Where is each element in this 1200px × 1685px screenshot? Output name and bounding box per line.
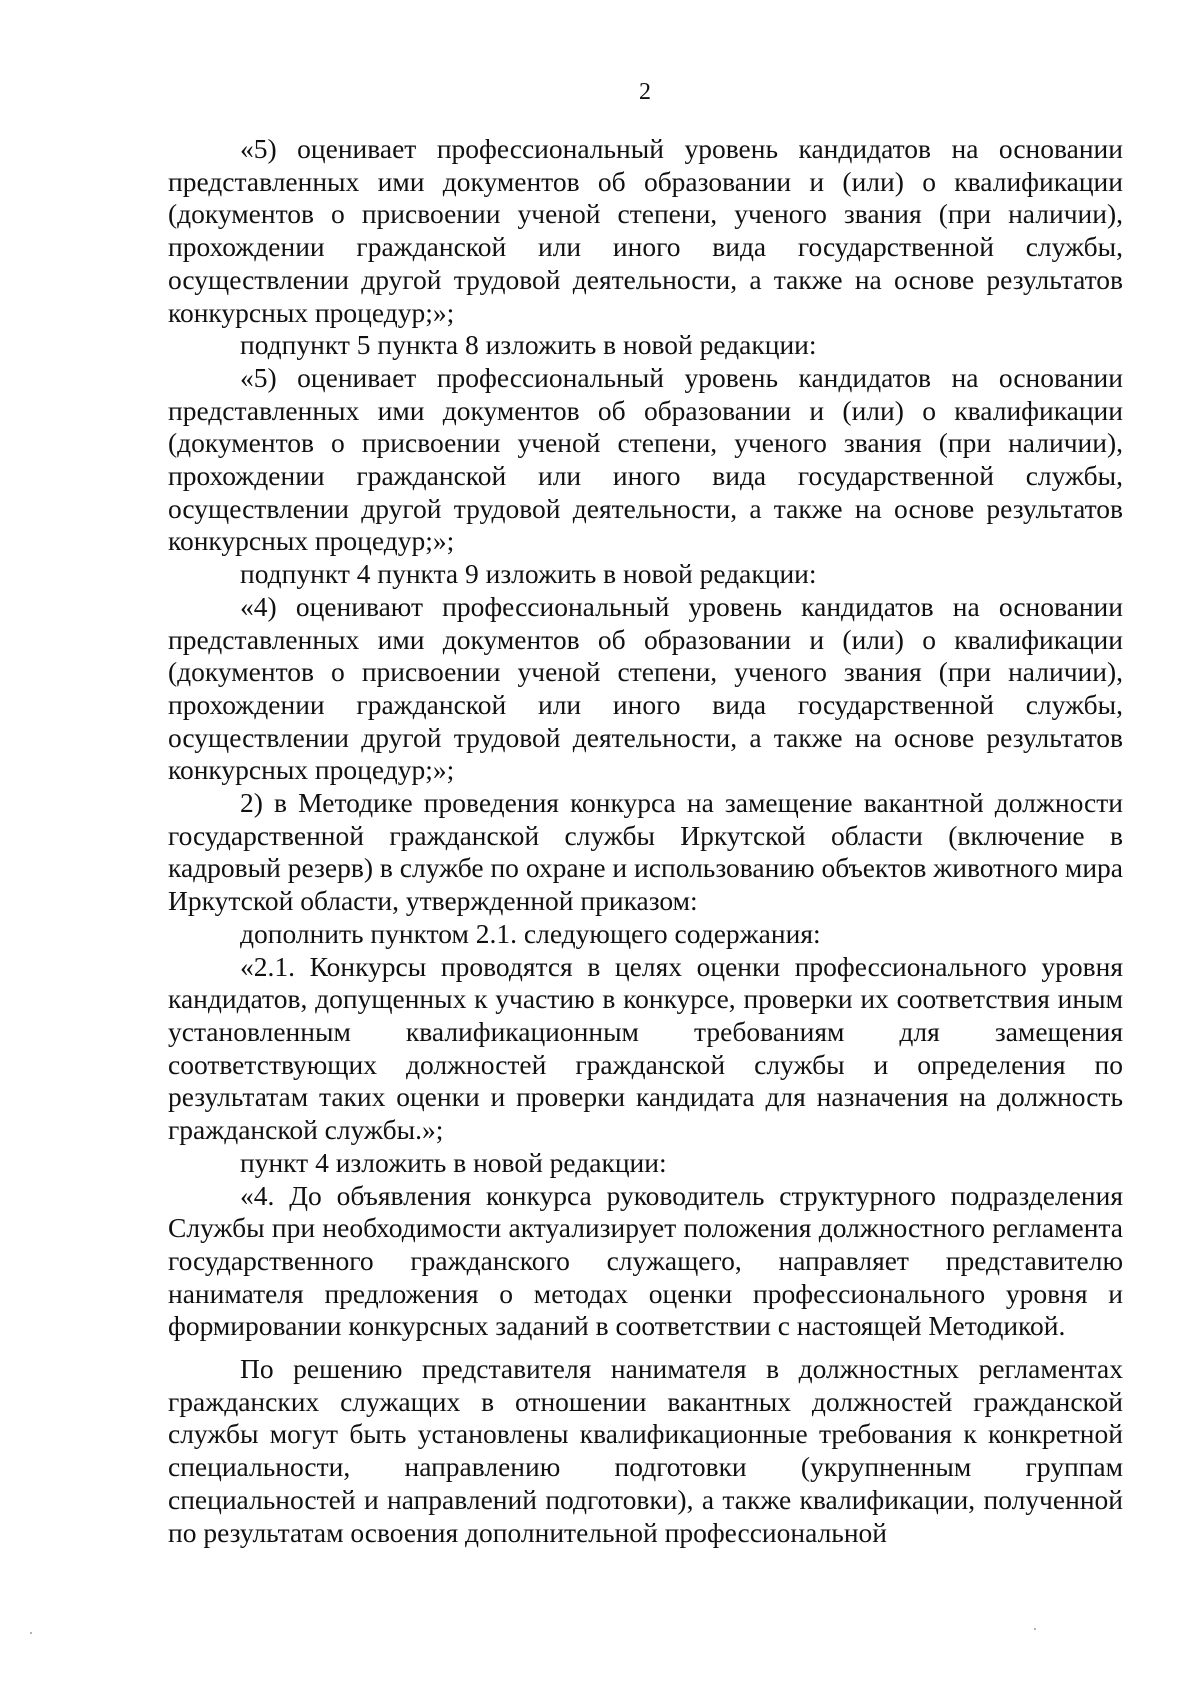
page-number: 2	[639, 79, 651, 105]
paragraph-quote-subitem-5-first: «5) оценивает профессиональный уровень кандидатов на основании представленных ими документов об образовании и (или) о квалификации (документов о присвоении ученой степени, ученого звания (при наличии), прохождении гражданской или иного вида государственной службы, осуществлении другой трудовой деятельности, а также на основе результатов конкурсных процедур;»;	[168, 133, 1123, 328]
paragraph-amend-subitem-5-item-8: подпункт 5 пункта 8 изложить в новой редакции:	[240, 329, 817, 361]
paragraph-representative-decision: По решению представителя нанимателя в должностных регламентах гражданских служащих в отношении вакантных должностей гражданской службы могут быть установлены квалификационные требования к конкретной специальности, направлению подготовки (укрупненным группам специальностей и направлений подготовки), а также квалификации, полученной по результатам освоения дополнительной профессиональной	[168, 1353, 1123, 1548]
paragraph-amend-subitem-4-item-9: подпункт 4 пункта 9 изложить в новой редакции:	[240, 558, 817, 590]
paragraph-add-item-2-1: дополнить пунктом 2.1. следующего содержания:	[240, 917, 821, 949]
scan-speck	[30, 1632, 32, 1634]
paragraph-quote-item-2-1: «2.1. Конкурсы проводятся в целях оценки профессионального уровня кандидатов, допущенных к участию в конкурсе, проверки их соответствия иным установленным квалификационным требованиям для замещения соответствующих должностей гражданской службы и определения по результатам таких оценки и проверки кандидата для назначения на должность гражданской службы.»;	[168, 950, 1123, 1146]
document-body	[168, 133, 1123, 1549]
paragraph-methodology-intro: 2) в Методике проведения конкурса на замещение вакантной должности государственной гражданской службы Иркутской области (включение в кадровый резерв) в службе по охране и использованию объектов животного мира Иркутской области, утвержденной приказом:	[168, 787, 1123, 917]
scan-speck	[1034, 1628, 1036, 1630]
paragraph-quote-subitem-4: «4) оценивают профессиональный уровень кандидатов на основании представленных ими документов об образовании и (или) о квалификации (документов о присвоении ученой степени, ученого звания (при наличии), прохождении гражданской или иного вида государственной службы, осуществлении другой трудовой деятельности, а также на основе результатов конкурсных процедур;»;	[168, 590, 1123, 786]
paragraph-amend-item-4: пункт 4 изложить в новой редакции:	[240, 1146, 667, 1178]
paragraph-quote-subitem-5-second: «5) оценивает профессиональный уровень кандидатов на основании представленных ими документов об образовании и (или) о квалификации (документов о присвоении ученой степени, ученого звания (при наличии), прохождении гражданской или иного вида государственной службы, осуществлении другой трудовой деятельности, а также на основе результатов конкурсных процедур;»;	[168, 361, 1123, 557]
paragraph-quote-item-4: «4. До объявления конкурса руководитель структурного подразделения Службы при необходимости актуализирует положения должностного регламента государственного гражданского служащего, направляет представителю нанимателя предложения о методах оценки профессионального уровня и формировании конкурсных заданий в соответствии с настоящей Методикой.	[168, 1179, 1123, 1342]
